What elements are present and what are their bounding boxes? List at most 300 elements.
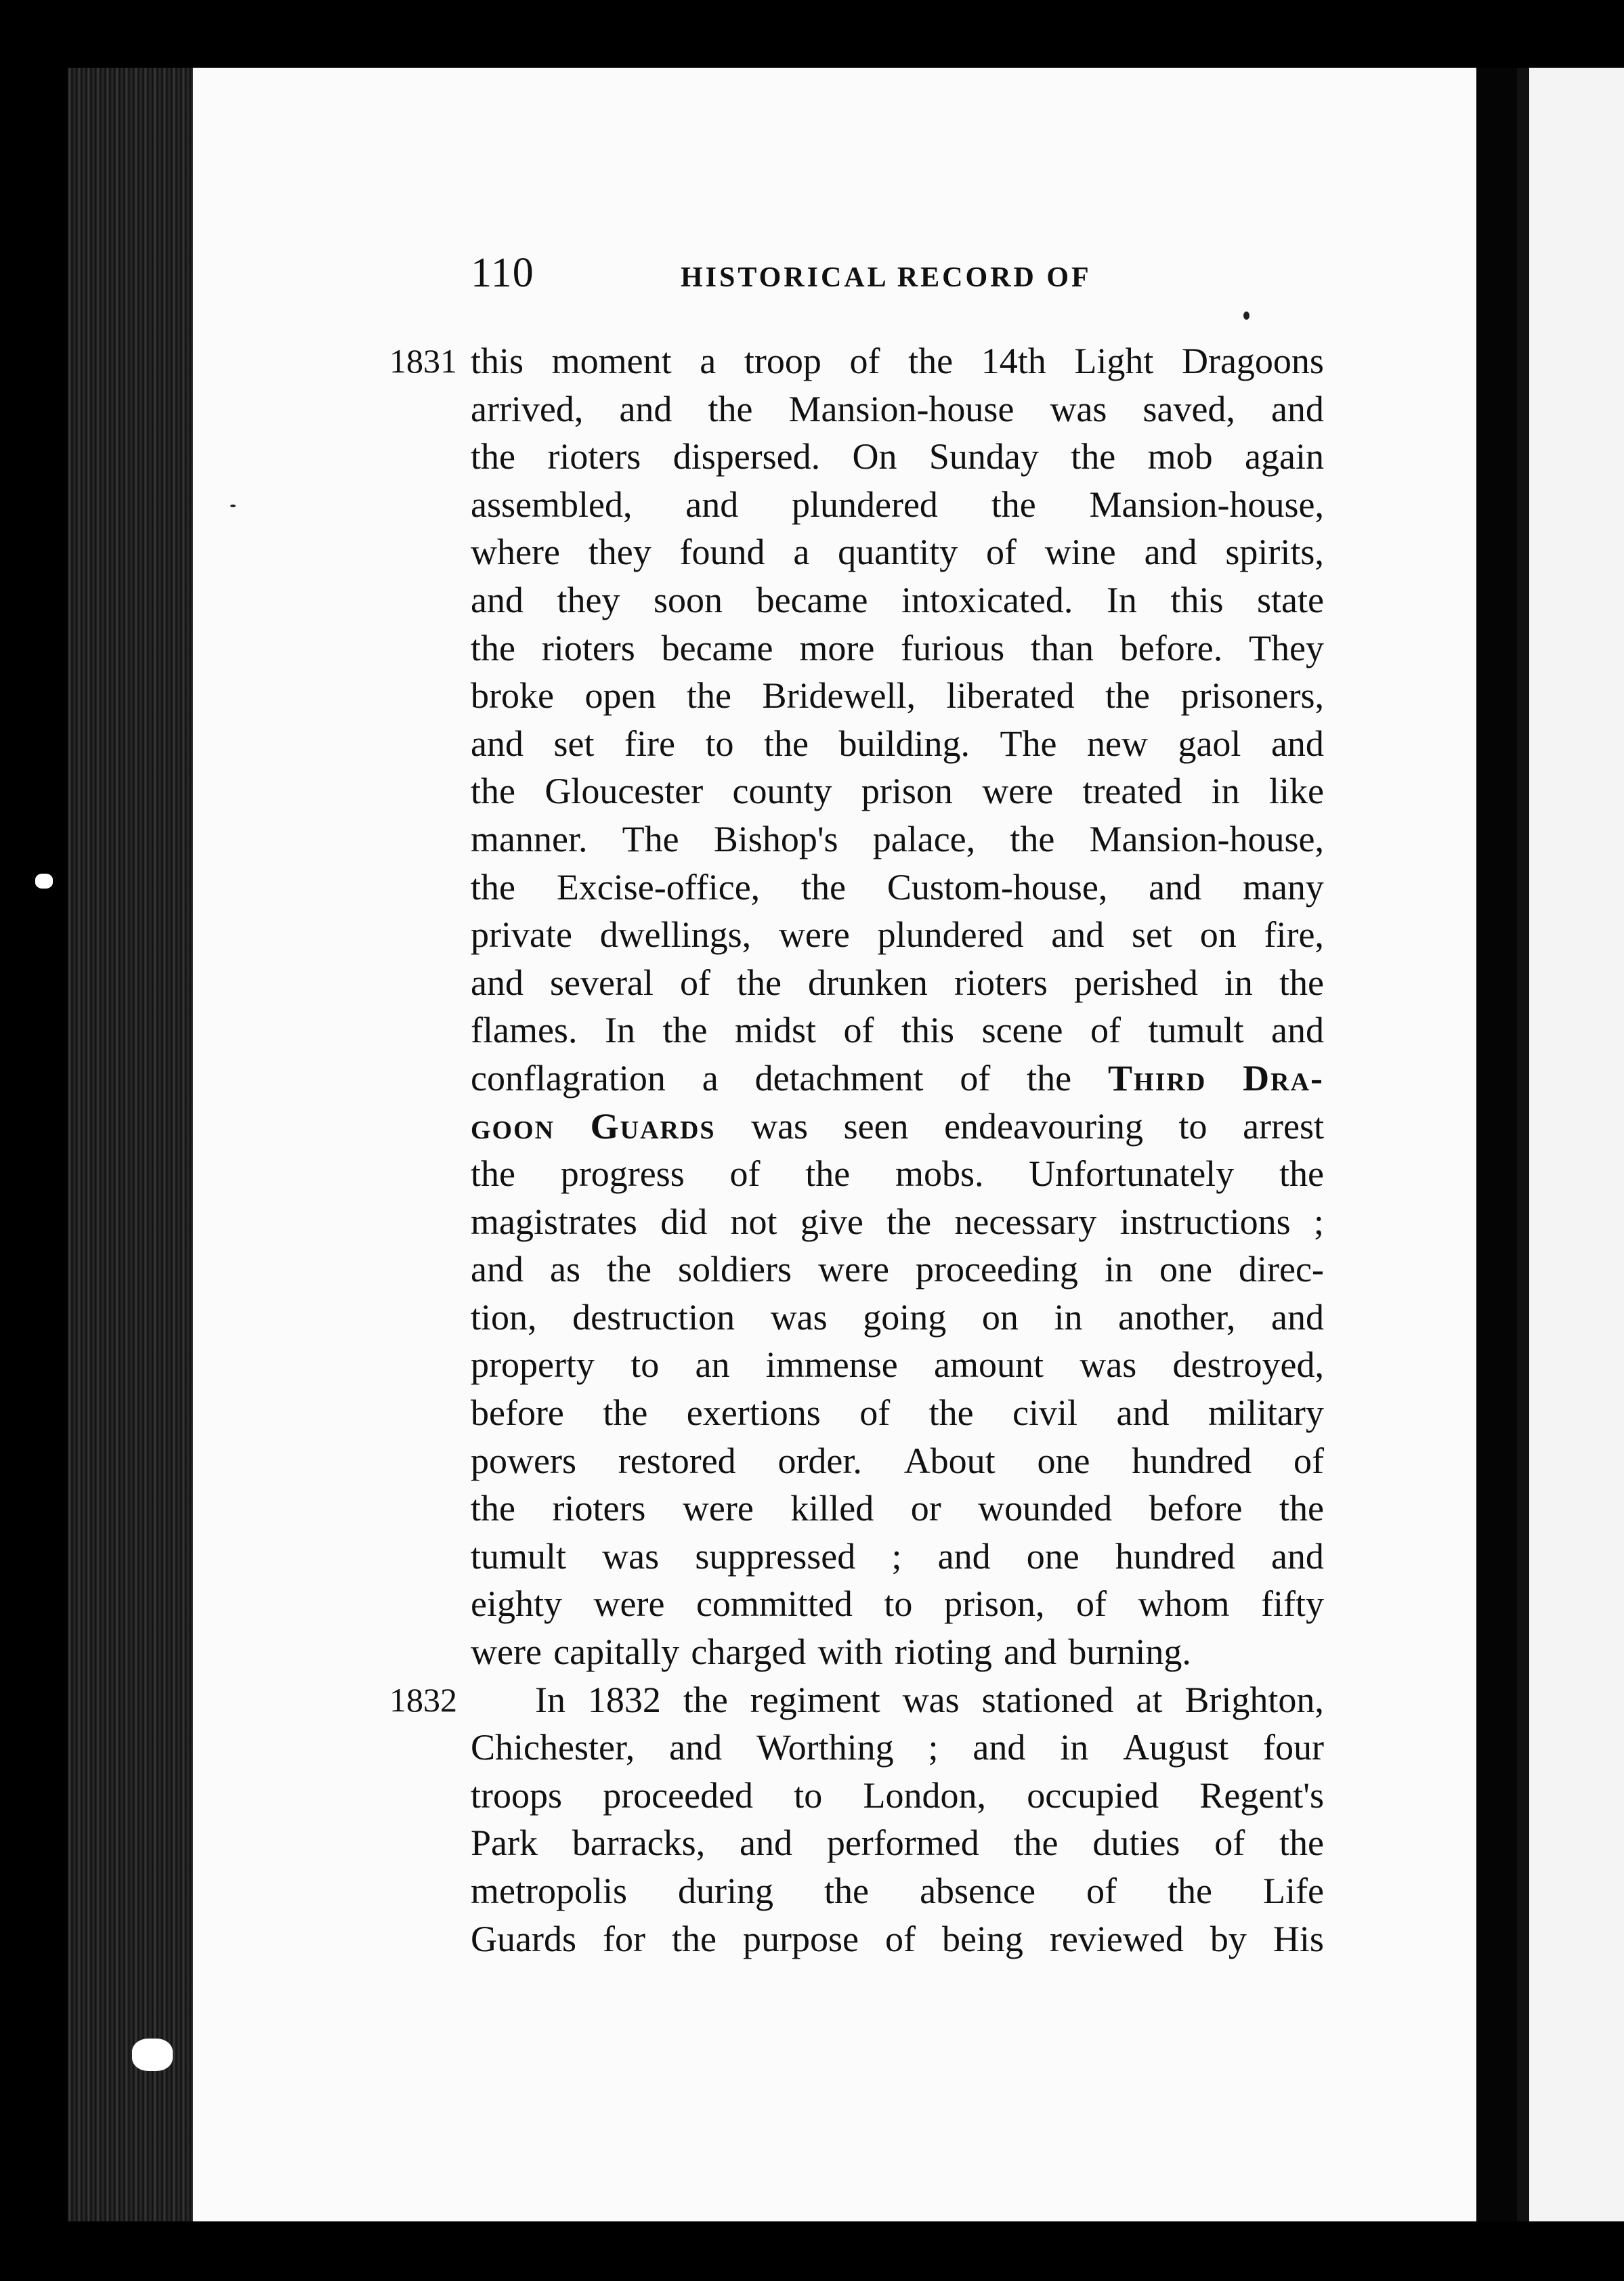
word: conflagration — [471, 1057, 666, 1099]
text-line — [471, 815, 1324, 864]
word: like — [1269, 771, 1324, 812]
word: were — [593, 1583, 665, 1625]
word: metropolis — [471, 1871, 627, 1911]
word: the — [824, 1871, 870, 1911]
word: prison, — [943, 1583, 1045, 1625]
word: the — [805, 1153, 851, 1195]
word: was — [902, 1679, 960, 1720]
word: Sunday — [928, 436, 1039, 477]
word: In — [604, 1010, 635, 1051]
word: destroyed, — [1172, 1344, 1324, 1386]
word: the — [607, 1249, 651, 1290]
word: in — [1104, 1249, 1133, 1290]
word: Gloucester — [544, 771, 704, 812]
word: instructions — [1119, 1201, 1291, 1242]
word: going — [863, 1296, 947, 1338]
word: with — [817, 1632, 883, 1673]
word: manner. — [471, 818, 588, 859]
word: regiment — [750, 1679, 880, 1720]
word: this — [1170, 579, 1224, 620]
text-line — [471, 385, 1324, 433]
word: the — [991, 484, 1036, 525]
word: the — [708, 388, 753, 429]
word: the — [908, 341, 954, 381]
word: fire — [624, 723, 675, 764]
word: military — [1208, 1392, 1324, 1434]
word: in — [1060, 1727, 1089, 1768]
word: fifty — [1260, 1583, 1324, 1625]
word: broke — [471, 675, 554, 717]
word: the — [687, 675, 731, 717]
word: arrest — [1243, 1105, 1324, 1147]
word: of — [859, 1392, 891, 1434]
word: many — [1242, 866, 1324, 908]
text-line — [471, 1819, 1324, 1867]
word: at — [1136, 1679, 1163, 1720]
word: of — [729, 1153, 761, 1195]
word: furious — [901, 627, 1005, 668]
word: in — [1054, 1296, 1083, 1338]
text-line — [471, 1389, 1324, 1437]
word: state — [1257, 579, 1324, 620]
word: they — [588, 532, 651, 573]
word: detachment — [754, 1057, 924, 1099]
word: or — [910, 1488, 941, 1529]
word: of — [843, 1010, 874, 1051]
word: perished — [1073, 962, 1198, 1003]
word: and — [740, 1822, 792, 1864]
word: of — [849, 341, 880, 381]
word: reviewed — [1049, 1918, 1184, 1959]
word: dispersed. — [672, 436, 821, 477]
word: liberated — [946, 675, 1075, 717]
text-line — [471, 1054, 1324, 1103]
word: drunken — [807, 962, 928, 1003]
word: property — [471, 1344, 595, 1386]
text-line — [471, 1245, 1324, 1294]
word: became — [756, 579, 868, 620]
word: the — [1168, 1871, 1212, 1911]
word: the — [1027, 1057, 1072, 1099]
word: immense — [765, 1344, 898, 1386]
word: In — [1106, 579, 1137, 620]
word: troops — [471, 1774, 562, 1816]
word: London, — [863, 1774, 986, 1816]
word: Guards — [471, 1918, 576, 1959]
word: exertions — [686, 1392, 821, 1434]
word: and — [669, 1727, 723, 1768]
word: progress — [560, 1153, 685, 1195]
word: flames. — [471, 1010, 578, 1051]
word: tumult — [471, 1535, 567, 1577]
word: became — [661, 627, 773, 668]
word: moment — [551, 341, 672, 381]
word: tion, — [471, 1296, 537, 1338]
word: The — [622, 818, 679, 859]
word: during — [678, 1871, 774, 1911]
word: stationed — [981, 1679, 1114, 1720]
word: mobs. — [895, 1153, 984, 1195]
running-head: HISTORICAL RECORD OF — [681, 262, 1092, 293]
page-header — [471, 249, 1351, 310]
word: another, — [1118, 1296, 1236, 1338]
word: rioters — [541, 627, 635, 668]
word: on — [1199, 914, 1237, 956]
word: Third — [1108, 1057, 1207, 1099]
word: plundered — [792, 484, 938, 525]
word: Dragoons — [1181, 341, 1324, 381]
word: by — [1210, 1918, 1247, 1959]
word: this — [471, 341, 524, 381]
word: assembled, — [471, 484, 633, 525]
word: ; — [1313, 1201, 1324, 1242]
word: the — [1279, 1488, 1324, 1529]
text-line — [471, 337, 1324, 385]
word: prison — [861, 771, 953, 812]
word: and — [1270, 723, 1324, 764]
word: this — [901, 1010, 955, 1051]
word: August — [1123, 1727, 1229, 1768]
word: quantity — [838, 532, 958, 573]
text-line — [471, 1294, 1324, 1342]
scan-blemish — [132, 2039, 173, 2071]
word: county — [732, 771, 832, 812]
ink-speck — [230, 505, 236, 507]
word: again — [1245, 436, 1324, 477]
word: magistrates — [471, 1201, 637, 1242]
word: the — [763, 723, 809, 764]
word: killed — [790, 1488, 874, 1529]
word: a — [793, 532, 810, 573]
word: being — [941, 1918, 1023, 1959]
word: About — [903, 1440, 996, 1481]
word: ; — [928, 1727, 939, 1768]
word: a — [700, 341, 717, 381]
word: tumult — [1148, 1010, 1244, 1051]
word: set — [1132, 914, 1172, 956]
word: eighty — [471, 1583, 562, 1625]
scan-blemish — [35, 874, 53, 889]
word: capitally — [553, 1632, 680, 1673]
word: intoxicated. — [901, 579, 1073, 620]
word: were — [682, 1488, 754, 1529]
word: Regent's — [1199, 1774, 1324, 1816]
word: of — [1090, 1010, 1121, 1051]
word: The — [1000, 723, 1057, 764]
word: Mansion-house, — [1089, 818, 1324, 859]
page-number: 110 — [471, 250, 534, 296]
word: soldiers — [678, 1249, 792, 1290]
word: duties — [1092, 1822, 1180, 1864]
word: hundred — [1115, 1535, 1235, 1577]
word: and — [471, 962, 523, 1003]
word: and — [471, 1249, 523, 1290]
word: midst — [734, 1010, 816, 1051]
body-text — [389, 337, 1324, 1963]
word: the — [683, 1679, 728, 1720]
word: Brighton, — [1184, 1679, 1324, 1720]
text-line — [471, 1580, 1324, 1628]
text-line — [471, 959, 1324, 1007]
word: plundered — [877, 914, 1024, 956]
word: in — [1211, 771, 1240, 812]
word: were — [818, 1249, 889, 1290]
word: to — [884, 1583, 913, 1625]
word: of — [679, 962, 710, 1003]
word: and — [1270, 388, 1324, 429]
word: of — [884, 1918, 916, 1959]
text-line — [471, 1628, 1324, 1676]
text-line — [471, 720, 1324, 768]
word: Mansion-house — [788, 388, 1014, 429]
word: Park — [471, 1822, 538, 1864]
word: was — [770, 1296, 828, 1338]
text-line — [471, 624, 1324, 673]
word: for — [602, 1918, 645, 1959]
word: the — [471, 627, 515, 668]
word: the — [471, 866, 515, 908]
word: several — [550, 962, 654, 1003]
word: spirits, — [1225, 532, 1324, 573]
word: Chichester, — [471, 1727, 635, 1768]
word: more — [799, 627, 875, 668]
text-line — [471, 576, 1324, 624]
word: hundred — [1132, 1440, 1252, 1481]
word: was — [751, 1105, 809, 1147]
word: gaol — [1178, 723, 1241, 764]
word: 14th — [981, 341, 1046, 381]
word: In — [535, 1679, 565, 1720]
word: a — [702, 1057, 719, 1099]
word: destruction — [572, 1296, 735, 1338]
text-line — [471, 1915, 1324, 1963]
word: to — [1178, 1105, 1208, 1147]
word: one — [1037, 1440, 1090, 1481]
word: one — [1026, 1535, 1080, 1577]
word: before — [471, 1392, 564, 1434]
word: burning. — [1068, 1632, 1191, 1673]
ink-speck — [1243, 312, 1249, 320]
word: Custom-house, — [886, 866, 1108, 908]
text-line — [471, 767, 1324, 815]
word: the — [1010, 818, 1055, 859]
text-line — [471, 1724, 1324, 1772]
word: building. — [838, 723, 970, 764]
word: absence — [920, 1871, 1035, 1911]
word: and — [619, 388, 672, 429]
word: and — [1051, 914, 1105, 956]
text-line — [471, 1676, 1324, 1724]
word: one — [1159, 1249, 1212, 1290]
word: the — [736, 962, 782, 1003]
word: were — [471, 1632, 542, 1673]
text-line — [471, 1341, 1324, 1389]
word: of — [1086, 1871, 1117, 1911]
word: necessary — [954, 1201, 1097, 1242]
word: to — [794, 1774, 823, 1816]
text-line — [471, 1103, 1324, 1151]
word: the — [801, 866, 846, 908]
word: whom — [1138, 1583, 1230, 1625]
text-line — [471, 1867, 1324, 1915]
margin-year-1831: 1831 — [389, 342, 457, 380]
word: committed — [696, 1583, 853, 1625]
word: they — [557, 579, 620, 620]
word: order. — [777, 1440, 862, 1481]
word: and — [471, 723, 523, 764]
word: the — [886, 1201, 932, 1242]
word: and — [937, 1535, 991, 1577]
word: Guards — [590, 1105, 716, 1147]
word: the — [1279, 1822, 1324, 1864]
word: Life — [1263, 1871, 1324, 1911]
word: four — [1263, 1727, 1324, 1768]
word: amount — [934, 1344, 1044, 1386]
word: On — [852, 436, 897, 477]
word: palace, — [872, 818, 976, 859]
word: the — [603, 1392, 648, 1434]
word: of — [1214, 1822, 1245, 1864]
text-line — [471, 1485, 1324, 1533]
word: endeavouring — [944, 1105, 1143, 1147]
word: as — [550, 1249, 580, 1290]
page-gutter-shadow — [1476, 68, 1517, 2221]
word: of — [985, 532, 1017, 573]
text-line — [471, 1437, 1324, 1485]
word: soon — [654, 579, 723, 620]
word: to — [631, 1344, 660, 1386]
word: before — [1149, 1488, 1243, 1529]
word: the — [471, 436, 515, 477]
word: direc- — [1238, 1249, 1324, 1290]
word: and — [471, 579, 523, 620]
word: rioters — [954, 962, 1048, 1003]
word: rioters — [552, 1488, 646, 1529]
word: of — [1293, 1440, 1324, 1481]
word: was — [602, 1535, 660, 1577]
facing-page-border — [1517, 68, 1529, 2221]
word: found — [679, 532, 765, 573]
word: an — [695, 1344, 730, 1386]
word: Mansion-house, — [1089, 484, 1324, 525]
word: occupied — [1027, 1774, 1159, 1816]
word: the — [928, 1392, 974, 1434]
word: suppressed — [695, 1535, 856, 1577]
book-spine — [68, 68, 196, 2221]
text-line — [471, 1198, 1324, 1246]
word: His — [1273, 1918, 1324, 1959]
text-line — [471, 433, 1324, 481]
word: proceeding — [916, 1249, 1078, 1290]
word: where — [471, 532, 560, 573]
word: the — [671, 1918, 717, 1959]
word: wine — [1044, 532, 1116, 573]
word: scene — [981, 1010, 1063, 1051]
margin-year-1832: 1832 — [389, 1681, 457, 1719]
word: and — [1270, 1535, 1324, 1577]
word: wounded — [978, 1488, 1113, 1529]
word: They — [1249, 627, 1324, 668]
word: the — [1279, 1153, 1324, 1195]
word: set — [553, 723, 595, 764]
word: in — [1224, 962, 1253, 1003]
word: the — [1105, 675, 1150, 717]
word: new — [1086, 723, 1148, 764]
word: before. — [1119, 627, 1223, 668]
word: troop — [744, 341, 821, 381]
text-line — [471, 911, 1324, 959]
word: restored — [618, 1440, 736, 1481]
word: of — [960, 1057, 991, 1099]
text-line — [471, 1533, 1324, 1581]
text-line — [471, 1150, 1324, 1198]
word: private — [471, 914, 572, 956]
word: was — [1080, 1344, 1137, 1386]
word: goon — [471, 1105, 555, 1147]
word: was — [1050, 388, 1107, 429]
word: powers — [471, 1440, 576, 1481]
word: Bishop's — [713, 818, 838, 859]
word: Dra- — [1243, 1057, 1324, 1099]
word: the — [471, 771, 515, 812]
word: give — [800, 1201, 863, 1242]
word: and — [973, 1727, 1026, 1768]
word: the — [1013, 1822, 1059, 1864]
word: did — [660, 1201, 708, 1242]
word: Excise-office, — [556, 866, 761, 908]
word: and — [1004, 1632, 1057, 1673]
word: and — [685, 484, 739, 525]
word: dwellings, — [599, 914, 752, 956]
text-line — [471, 1006, 1324, 1054]
word: Unfortunately — [1029, 1153, 1235, 1195]
word: the — [471, 1488, 515, 1529]
text-line — [471, 528, 1324, 576]
word: treated — [1082, 771, 1182, 812]
word: Light — [1074, 341, 1154, 381]
word: were — [778, 914, 850, 956]
text-line — [471, 864, 1324, 912]
word: seen — [843, 1105, 909, 1147]
word: the — [471, 1153, 515, 1195]
word: Worthing — [756, 1727, 894, 1768]
word: 1832 — [587, 1679, 661, 1720]
word: purpose — [742, 1918, 859, 1959]
word: arrived, — [471, 388, 584, 429]
word: to — [705, 723, 734, 764]
text-line — [471, 481, 1324, 529]
word: and — [1271, 1010, 1324, 1051]
text-line — [471, 1772, 1324, 1820]
word: not — [730, 1201, 777, 1242]
word: open — [584, 675, 656, 717]
word: the — [662, 1010, 708, 1051]
word: and — [1149, 866, 1202, 908]
word: barracks, — [572, 1822, 706, 1864]
word: than — [1030, 627, 1094, 668]
word: ; — [891, 1535, 902, 1577]
word: charged — [691, 1632, 807, 1673]
word: performed — [826, 1822, 979, 1864]
word: rioting — [894, 1632, 992, 1673]
word: and — [1116, 1392, 1170, 1434]
text-line — [471, 672, 1324, 720]
word: and — [1144, 532, 1197, 573]
facing-page-edge — [1517, 68, 1624, 2221]
word: the — [1071, 436, 1116, 477]
word: rioters — [547, 436, 641, 477]
word: of — [1075, 1583, 1107, 1625]
